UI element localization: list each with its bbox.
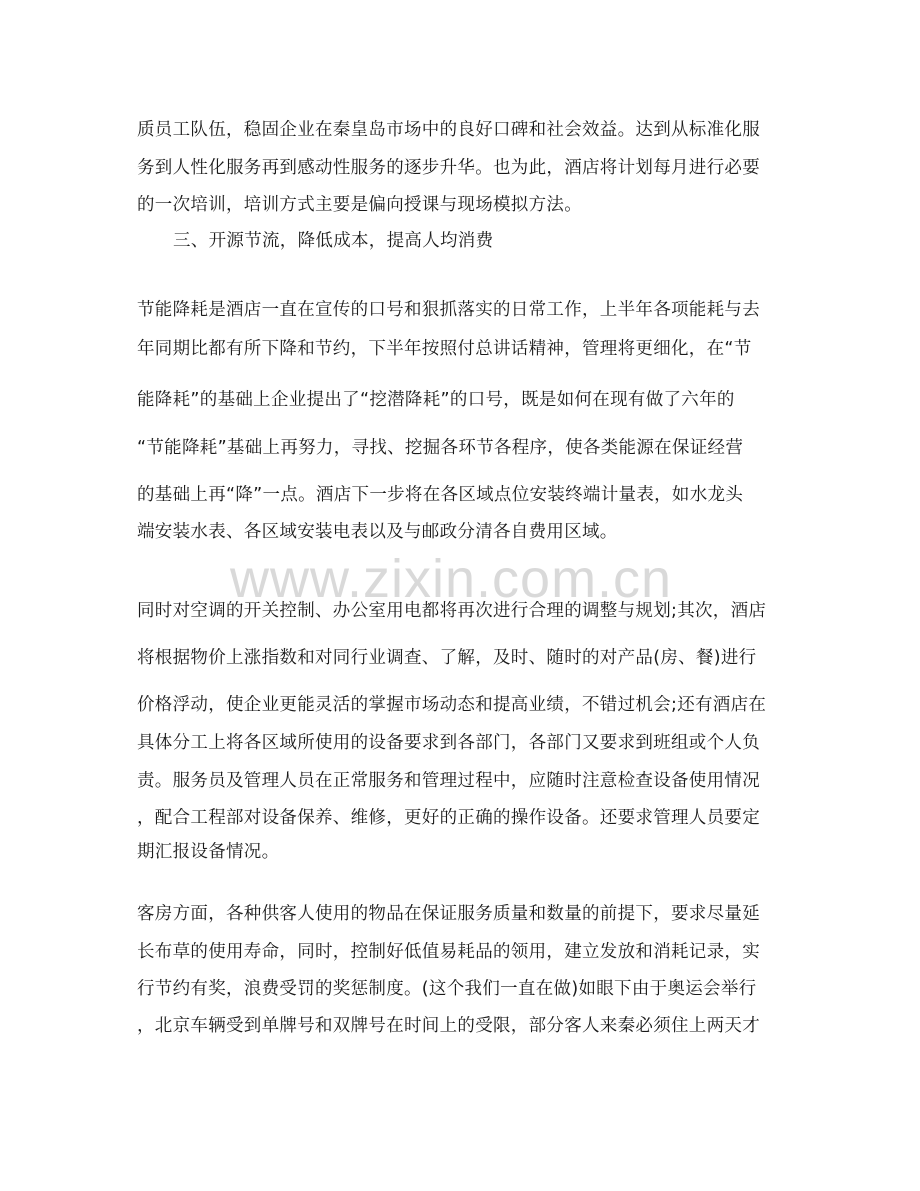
text-line: 能降耗”的基础上企业提出了“挖潜降耗”的口号，既是如何在现有做了六年的	[137, 390, 735, 410]
text-line: 的基础上再“降”一点。酒店下一步将在各区域点位安装终端计量表，如水龙头	[137, 485, 744, 505]
text-line: 端安装水表、各区域安装电表以及与邮政分清各自费用区域。	[137, 522, 618, 542]
section-heading: 三、开源节流，降低成本，提高人均消费	[173, 231, 494, 251]
text-line: 同时对空调的开关控制、办公室用电都将再次进行合理的调整与规划;其次，酒店	[137, 601, 767, 621]
text-line: 长布草的使用寿命，同时，控制好低值易耗品的领用，建立发放和消耗记录，实	[137, 942, 760, 962]
text-line: 期汇报设备情况。	[137, 842, 280, 862]
text-line: 价格浮动，使企业更能灵活的掌握市场动态和提高业绩，不错过机会;还有酒店在	[137, 695, 767, 715]
text-line: 具体分工上将各区域所使用的设备要求到各部门，各部门又要求到班组或个人负	[137, 733, 760, 753]
text-line: 节能降耗是酒店一直在宣传的口号和狠抓落实的日常工作，上半年各项能耗与去	[137, 300, 760, 320]
text-line: 的一次培训，培训方式主要是偏向授课与现场模拟方法。	[137, 195, 582, 215]
text-line: 责。服务员及管理人员在正常服务和管理过程中，应随时注意检查设备使用情况	[137, 771, 760, 791]
text-line: ，配合工程部对设备保养、维修，更好的正确的操作设备。还要求管理人员要定	[137, 808, 760, 828]
text-line: 行节约有奖，浪费受罚的奖惩制度。(这个我们一直在做)如眼下由于奥运会举行	[137, 979, 757, 999]
text-line: ，北京车辆受到单牌号和双牌号在时间上的受限，部分客人来秦必须住上两天才	[137, 1016, 760, 1036]
text-line: 务到人性化服务再到感动性服务的逐步升华。也为此，酒店将计划每月进行必要	[137, 158, 760, 178]
text-line: 质员工队伍，稳固企业在秦皇岛市场中的良好口碑和社会效益。达到从标准化服	[137, 120, 760, 140]
text-line: 将根据物价上涨指数和对同行业调查、了解，及时、随时的对产品(房、餐)进行	[137, 648, 757, 668]
watermark: www.zixin.com.cn	[230, 549, 673, 609]
text-line: “节能降耗”基础上再努力，寻找、挖掘各环节各程序，使各类能源在保证经营	[137, 438, 744, 458]
text-line: 年同期比都有所下降和节约，下半年按照付总讲话精神，管理将更细化，在“节	[137, 339, 752, 359]
text-line: 客房方面，各种供客人使用的物品在保证服务质量和数量的前提下，要求尽量延	[137, 904, 760, 924]
